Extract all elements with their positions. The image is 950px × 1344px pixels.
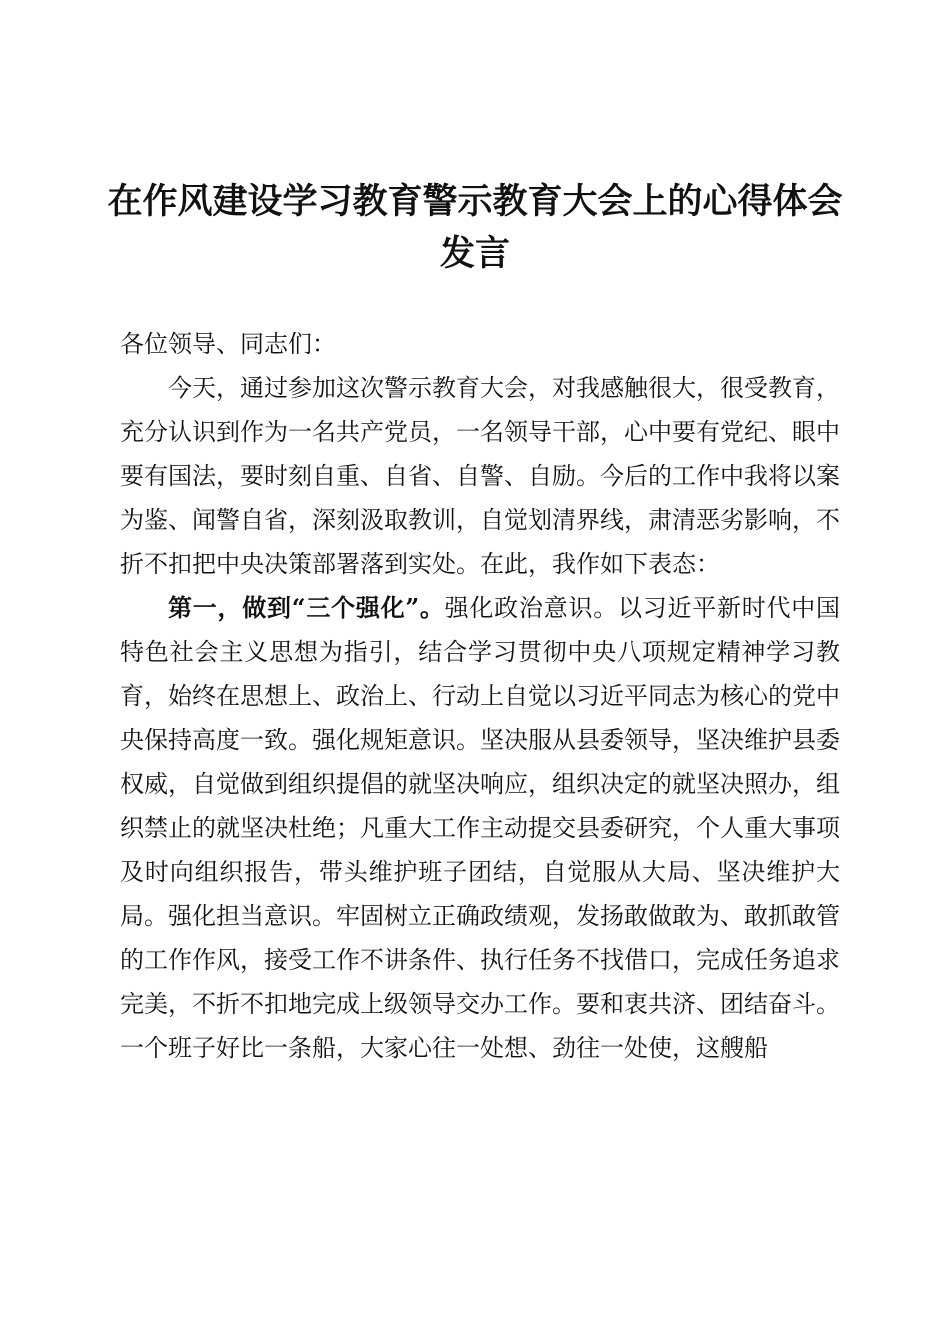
document-body xyxy=(120,322,840,1070)
paragraph-text: 强化政治意识。以习近平新时代中国特色社会主义思想为指引，结合学习贯彻中央八项规定精神学习教育，始终在思想上、政治上、行动上自觉以习近平同志为核心的党中央保持高度一致。强化规矩意识。坚决服从县委领导，坚决维护县委权威，自觉做到组织提倡的就坚决响应，组织决定的就坚决照办，组织禁止的就坚决杜绝；凡重大工作主动提交县委研究，个人重大事项及时向组织报告，带头维护班子团结，自觉服从大局、坚决维护大局。强化担当意识。牢固树立正确政绩观，发扬敢做敢为、敢抓敢管的工作作风，接受工作不讲条件、执行任务不找借口，完成任务追求完美，不折不扣地完成上级领导交办工作。要和衷共济、团结奋斗。一个班子好比一条船，大家心往一处想、劲往一处使，这艘船 xyxy=(120,594,840,1062)
document-title: 在作风建设学习教育警示教育大会上的心得体会发言 xyxy=(107,181,843,274)
paragraph-text: 今天，通过参加这次警示教育大会，对我感触很大，很受教育，充分认识到作为一名共产党员，一名领导干部，心中要有党纪、眼中要有国法，要时刻自重、自省、自警、自励。今后的工作中我将以案为鉴、闻警自省，深刻汲取教训，自觉划清界线，肃清恶劣影响，不折不扣把中央决策部署落到实处。在此，我作如下表态： xyxy=(120,374,840,578)
paragraph-lead: 第一，做到“三个强化”。 xyxy=(168,593,445,622)
paragraph-first-point xyxy=(120,586,840,1070)
paragraph-intro xyxy=(120,366,840,586)
salutation: 各位领导、同志们： xyxy=(120,330,336,358)
